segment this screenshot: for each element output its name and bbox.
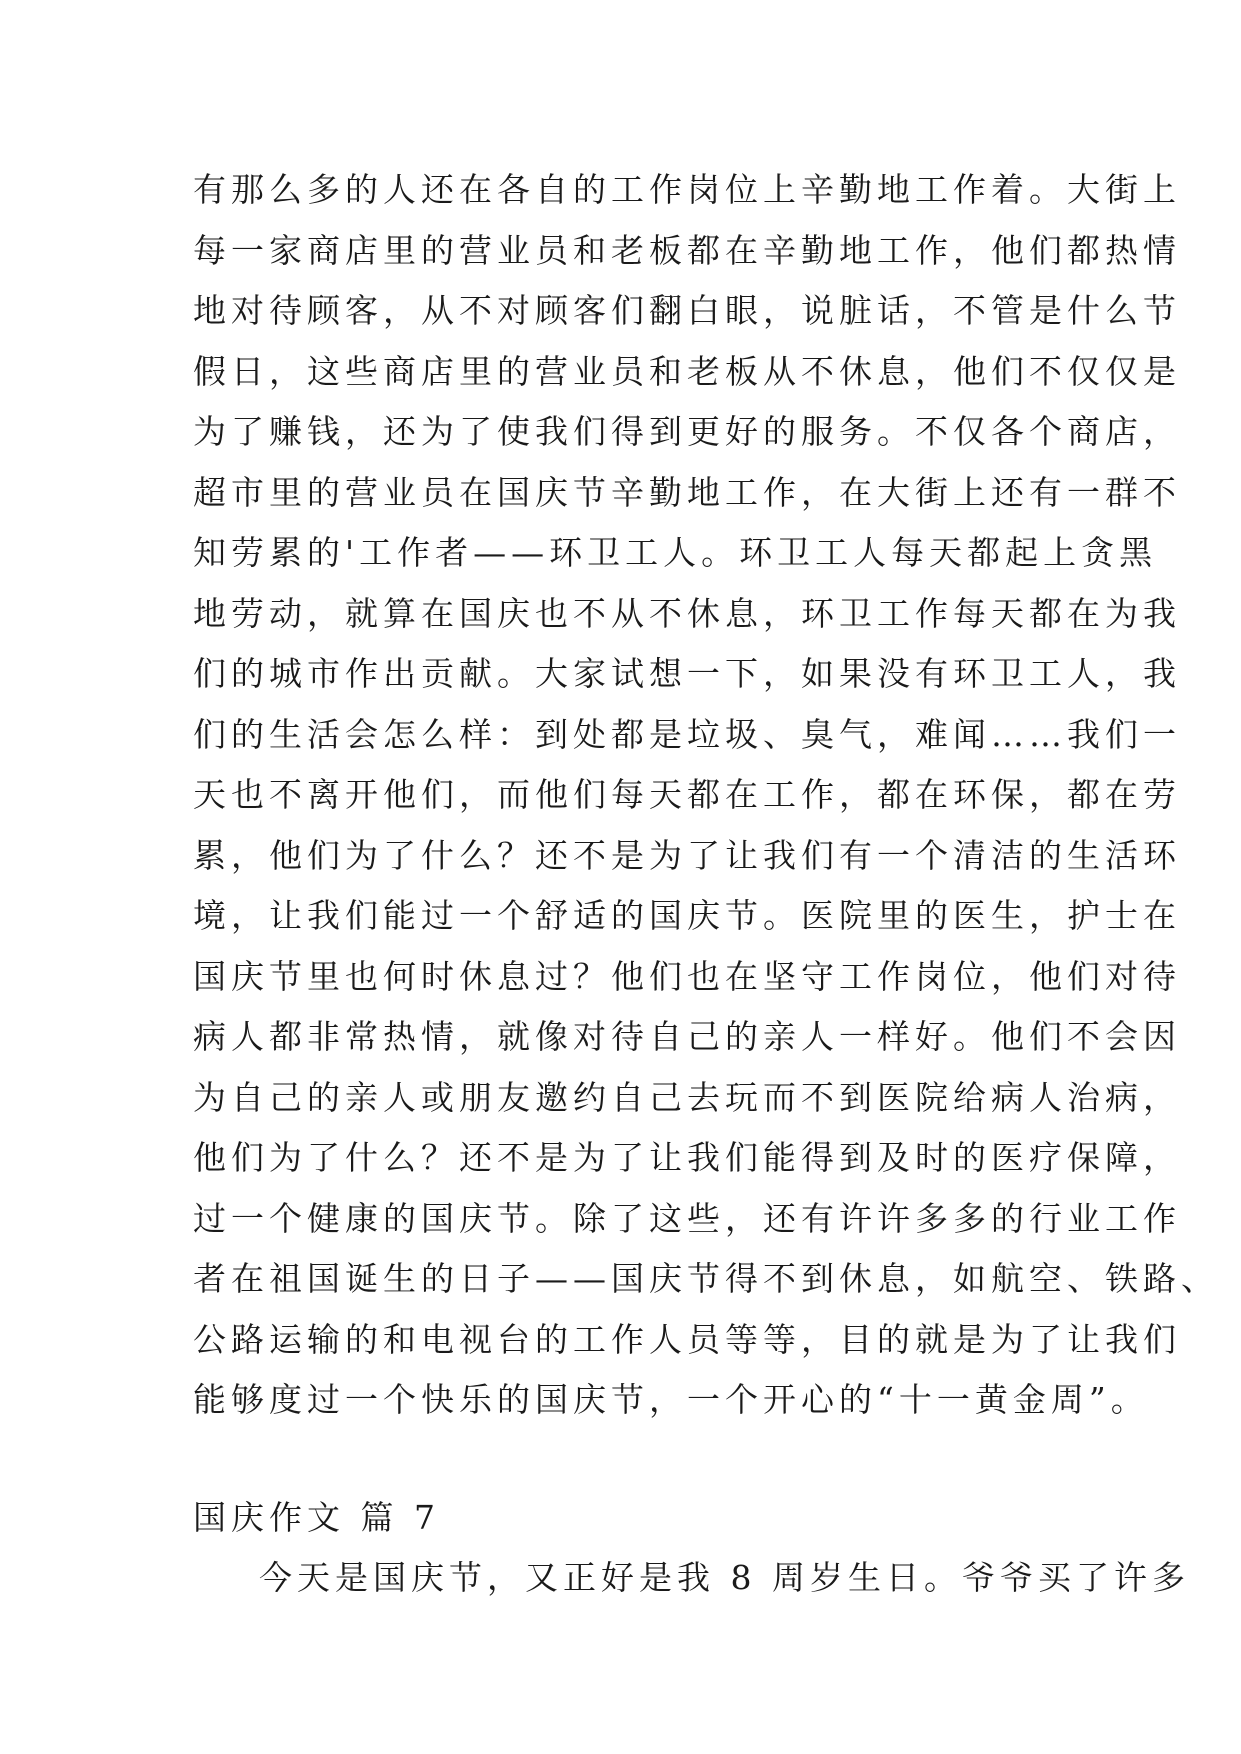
text-line: 为了赚钱，还为了使我们得到更好的服务。不仅各个商店， [193,412,1181,451]
text-line: 他们为了什么？还不是为了让我们能得到及时的医疗保障， [193,1138,1181,1177]
text-line: 有那么多的人还在各自的工作岗位上辛勤地工作着。大街上 [193,170,1181,209]
text-line: 每一家商店里的营业员和老板都在辛勤地工作，他们都热情 [193,230,1181,270]
text-line: 国庆节里也何时休息过？他们也在坚守工作岗位，他们对待 [193,956,1181,996]
text-line: 地劳动，就算在国庆也不从不休息，环卫工作每天都在为我 [193,593,1181,633]
text-line: 病人都非常热情，就像对待自己的亲人一样好。他们不会因 [193,1017,1181,1056]
text-line: 们的城市作出贡献。大家试想一下，如果没有环卫工人，我 [193,654,1181,693]
text-line: 知劳累的'工作者——环卫工人。环卫工人每天都起上贪黑 [193,533,1158,572]
text-line: 们的生活会怎么样：到处都是垃圾、臭气，难闻……我们一 [193,714,1181,754]
text-line: 公路运输的和电视台的工作人员等等，目的就是为了让我们 [193,1319,1181,1359]
text-line: 累，他们为了什么？还不是为了让我们有一个清洁的生活环 [193,835,1181,875]
text-line: 超市里的营业员在国庆节辛勤地工作，在大街上还有一群不 [193,472,1181,512]
text-line: 为自己的亲人或朋友邀约自己去玩而不到医院给病人治病， [193,1077,1181,1117]
text-line: 者在祖国诞生的日子——国庆节得不到休息，如航空、铁路、 [193,1259,1219,1298]
text-line: 地对待顾客，从不对顾客们翻白眼，说脏话，不管是什么节 [193,291,1181,330]
text-line: 天也不离开他们，而他们每天都在工作，都在环保，都在劳 [193,775,1181,814]
document-body [193,160,1219,1609]
text-line: 过一个健康的国庆节。除了这些，还有许许多多的行业工作 [193,1198,1181,1238]
text-line: 能够度过一个快乐的国庆节，一个开心的“十一黄金周”。 [193,1380,1149,1419]
text-line: 境，让我们能过一个舒适的国庆节。医院里的医生，护士在 [193,896,1181,935]
section-heading: 国庆作文 篇 7 [193,1497,440,1537]
paragraph-first-line: 今天是国庆节，又正好是我 8 周岁生日。爷爷买了许多 [259,1558,1190,1597]
text-line: 假日，这些商店里的营业员和老板从不休息，他们不仅仅是 [193,351,1181,391]
